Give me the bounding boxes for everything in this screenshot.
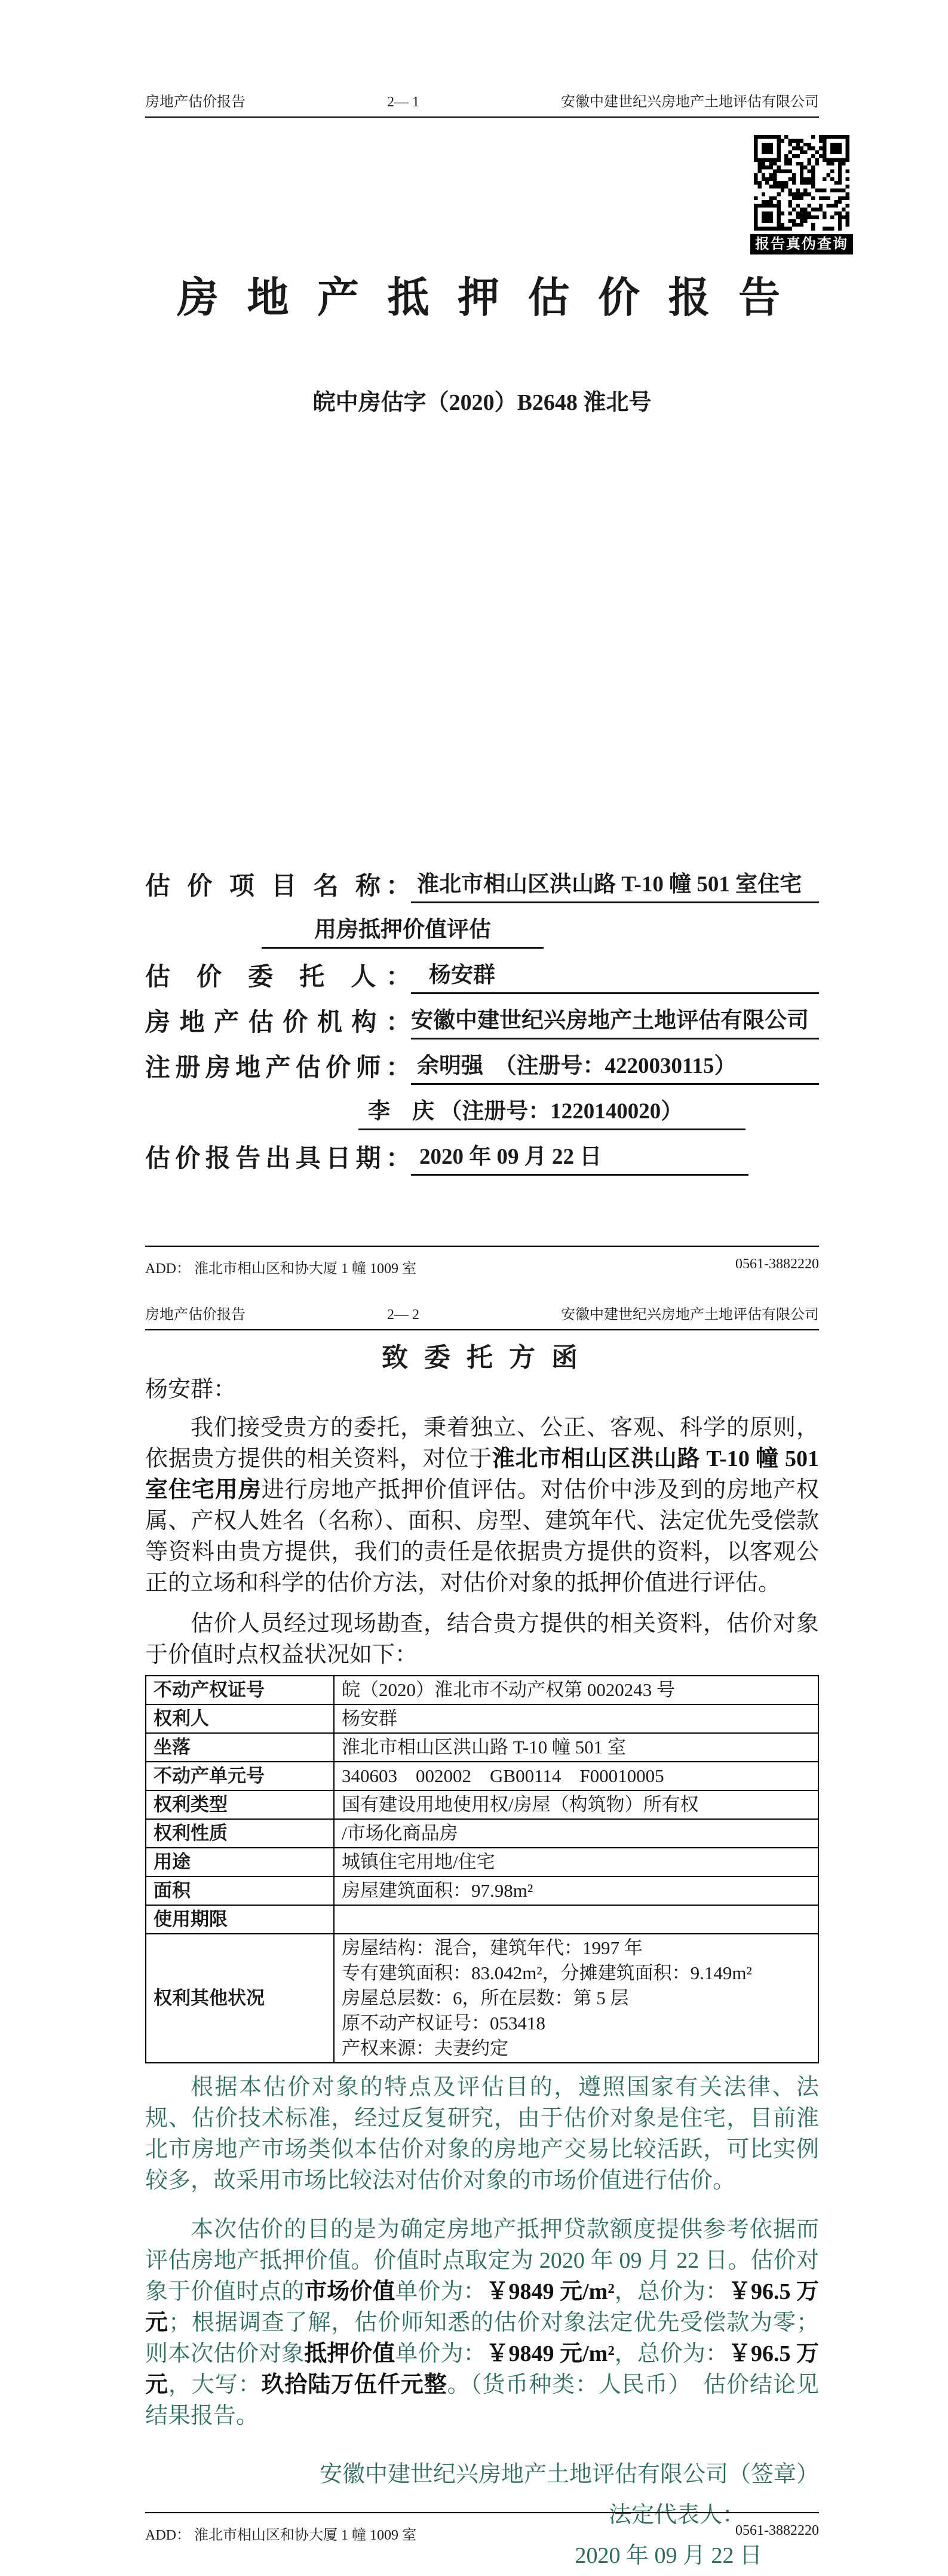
para1-text: 我们接受贵方的委托，秉着独立、公正、客观、科学的原则，依据贵方提供的相关资料，对位于: [145, 1415, 819, 1471]
client-label: 估 价 委 托 人：: [145, 964, 411, 991]
table-value: 皖（2020）淮北市不动产权第 0020243 号: [334, 1676, 818, 1704]
table-row: [146, 1876, 818, 1905]
appraiser-label: 注册房地产估价师：: [145, 1054, 411, 1082]
table-label: 不动产权证号: [146, 1676, 334, 1704]
salutation: 杨安群：: [145, 1377, 237, 1402]
unit-price-value: ￥9849 元/m²: [486, 2279, 615, 2304]
table-label: 权利性质: [146, 1819, 334, 1848]
qr-verification-block: [750, 135, 853, 254]
table-value: /市场化商品房: [334, 1819, 818, 1848]
table-label: 权利类型: [146, 1790, 334, 1819]
table-row: [146, 1848, 818, 1876]
signature-date: 2020 年 09 月 22 日: [575, 2543, 762, 2568]
project-name-value-line2: 用房抵押价值评估: [262, 913, 544, 949]
header-doc-type: 房地产估价报告: [145, 94, 246, 110]
table-label: 面积: [146, 1876, 334, 1905]
report-date-value: 2020 年 09 月 22 日: [411, 1140, 748, 1176]
header-doc-type: 房地产估价报告: [145, 1307, 246, 1323]
amount-in-words: 玖拾陆万伍仟元整: [261, 2372, 447, 2397]
signature-legal-rep: 法定代表人：: [608, 2503, 745, 2528]
form-row-agency: [145, 994, 819, 1039]
letter-body: [145, 1374, 819, 2571]
other-status-line: 房屋结构：混合，建筑年代：1997 年: [342, 1937, 643, 1958]
cover-form: [145, 858, 819, 1176]
table-value: [334, 1934, 818, 2063]
table-row: [146, 1676, 818, 1704]
header-company-name: 安徽中建世纪兴房地产土地评估有限公司: [561, 1307, 819, 1323]
form-row-appraiser-2: [145, 1085, 819, 1130]
appraiser-2-value: 李 庆 （注册号：1220140020）: [358, 1095, 745, 1130]
page1-header: [145, 90, 819, 118]
paragraph-engagement: [145, 1412, 819, 1599]
other-status-line: 产权来源：夫妻约定: [342, 2038, 508, 2059]
project-name-value-line1: 淮北市相山区洪山路 T-10 幢 501 室住宅: [411, 868, 819, 903]
total-price-value: ￥96.5 万元: [145, 2279, 819, 2335]
table-label: 使用期限: [146, 1905, 334, 1934]
conclusion-text: ；根据调查了解，估价师知悉的估价对象法定优先受偿款为零；则本次估价对象: [145, 2310, 819, 2366]
conclusion-text: ，总价为：: [614, 2341, 728, 2366]
form-row-project-continued: [145, 903, 819, 949]
letter-title: 致 委 托 方 函: [382, 1343, 582, 1372]
table-row: [146, 1905, 818, 1934]
table-label: 坐落: [146, 1733, 334, 1762]
form-row-appraiser-1: [145, 1039, 819, 1085]
table-row: [146, 1790, 818, 1819]
mortgage-total-price-value: ￥96.5 万元: [145, 2341, 819, 2397]
qr-code: [754, 135, 849, 231]
conclusion-text: 。（货币种类：人民币） 估价结论见结果报告。: [145, 2372, 819, 2428]
footer-phone: 0561-3882220: [735, 1256, 819, 1272]
mortgage-value-term: 抵押价值: [304, 2341, 395, 2366]
client-value: 杨安群: [411, 959, 819, 994]
paragraph-conclusion: [145, 2214, 819, 2431]
property-rights-table: [145, 1675, 819, 2063]
table-label: 不动产单元号: [146, 1762, 334, 1790]
mortgage-unit-price-value: ￥9849 元/m²: [486, 2341, 615, 2366]
conclusion-text: ，总价为：: [614, 2279, 728, 2304]
table-value: 房屋建筑面积：97.98m²: [334, 1876, 818, 1905]
conclusion-text: 单价为：: [395, 2341, 486, 2366]
table-row: [146, 1819, 818, 1848]
table-row: [146, 1733, 818, 1762]
paragraph-inspection: 估价人员经过现场勘查，结合贵方提供的相关资料，估价对象于价值时点权益状况如下：: [145, 1611, 819, 1667]
agency-value: 安徽中建世纪兴房地产土地评估有限公司: [411, 1004, 819, 1039]
table-value: 城镇住宅用地/住宅: [334, 1848, 818, 1876]
header-company-name: 安徽中建世纪兴房地产土地评估有限公司: [561, 94, 819, 110]
para1-text: 进行房地产抵押价值评估。对估价中涉及到的房地产权属、产权人姓名（名称）、面积、房型、建筑年代、法定优先受偿款等资料由贵方提供，我们的责任是依据贵方提供的资料，以客观公正的立场和科学的估价方法，对估价对象的抵押价值进行评估。: [145, 1477, 819, 1596]
table-value: 国有建设用地使用权/房屋（构筑物）所有权: [334, 1790, 818, 1819]
appraiser-1-value: 余明强 （注册号：4220030115）: [411, 1050, 819, 1085]
signature-company: 安徽中建世纪兴房地产土地评估有限公司（签章）: [319, 2462, 819, 2487]
other-status-line: 房屋总层数：6，所在层数：第 5 层: [342, 1988, 629, 2008]
table-value: 淮北市相山区洪山路 T-10 幢 501 室: [334, 1733, 818, 1762]
market-value-term: 市场价值: [304, 2279, 395, 2304]
other-status-line: 原不动产权证号：053418: [342, 2013, 545, 2034]
conclusion-text: ，大写：: [168, 2372, 262, 2397]
header-page-number: 2— 1: [387, 94, 419, 110]
report-number: 皖中房估字（2020）B2648 淮北号: [312, 390, 652, 415]
agency-label: 房地产估价机构：: [145, 1009, 411, 1036]
table-value: [334, 1905, 818, 1934]
table-label: 权利人: [146, 1704, 334, 1733]
form-row-report-date: [145, 1130, 819, 1176]
table-row: [146, 1704, 818, 1733]
report-date-label: 估价报告出具日期：: [145, 1145, 411, 1173]
para1-property-bold: 淮北市相山区洪山路 T-10 幢 501 室住宅用房: [145, 1446, 819, 1502]
conclusion-text: 本次估价的目的是为确定房地产抵押贷款额度提供参考依据而评估房地产抵押价值。价值时点取定为 2020 年 09 月 22 日。估价对象于价值时点的: [145, 2217, 819, 2304]
report-title: 房 地 产 抵 押 估 价 报 告: [177, 275, 787, 321]
footer-address: ADD： 淮北市相山区和协大厦 1 幢 1009 室: [145, 1261, 416, 1277]
table-label: 用途: [146, 1848, 334, 1876]
qr-caption: 报告真伪查询: [750, 234, 853, 254]
header-page-number: 2— 2: [387, 1307, 419, 1323]
footer-address: ADD： 淮北市相山区和协大厦 1 幢 1009 室: [145, 2528, 416, 2543]
footer-phone: 0561-3882220: [735, 2523, 819, 2538]
table-row: [146, 1762, 818, 1790]
paragraph-method: 根据本估价对象的特点及评估目的，遵照国家有关法律、法规、估价技术标准，经过反复研究，由于估价对象是住宅，目前淮北市房地产市场类似本估价对象的房地产交易比较活跃，可比实例较多，故采用市场比较法对估价对象的市场价值进行估价。: [145, 2075, 819, 2193]
form-row-client: [145, 949, 819, 994]
page2-footer: [145, 2512, 819, 2544]
conclusion-text: 单价为：: [395, 2279, 486, 2304]
table-label: 权利其他状况: [146, 1934, 334, 2063]
table-row: [146, 1934, 818, 2063]
project-name-label: 估 价 项 目 名 称：: [145, 873, 411, 900]
table-value: 340603 002002 GB00114 F00010005: [334, 1762, 818, 1790]
page1-footer: [145, 1246, 819, 1277]
form-row-project: [145, 858, 819, 903]
other-status-line: 专有建筑面积：83.042m²，分摊建筑面积：9.149m²: [342, 1962, 752, 1983]
table-value: 杨安群: [334, 1704, 818, 1733]
page2-header: [145, 1302, 819, 1330]
